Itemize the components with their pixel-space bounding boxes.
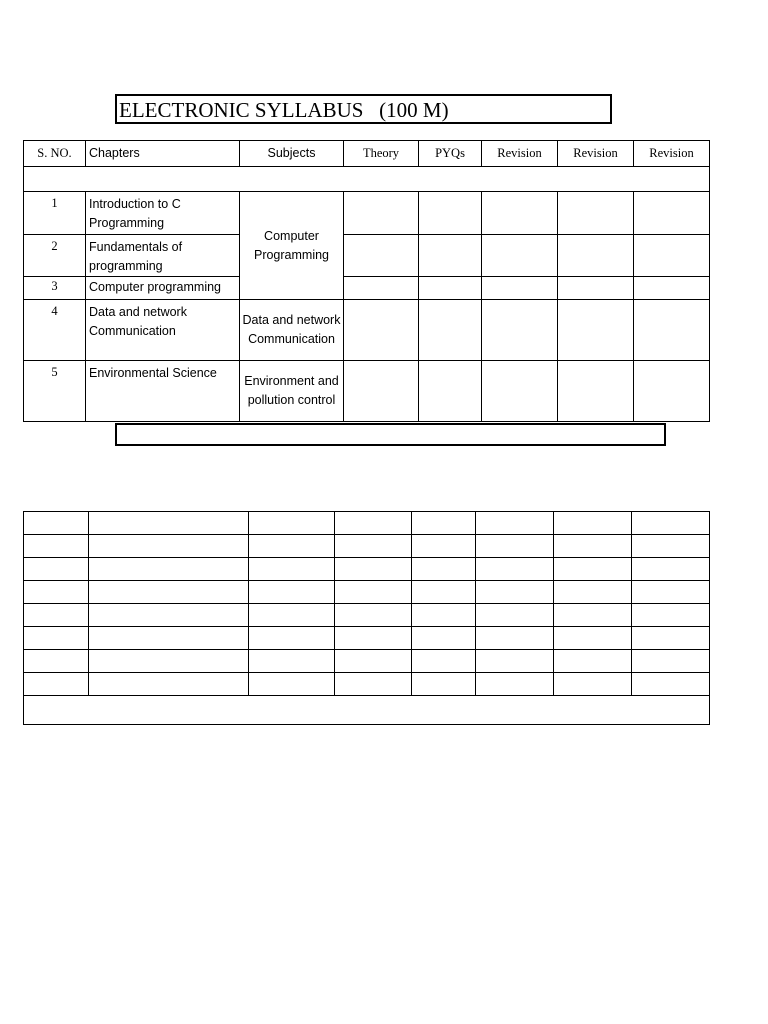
row-subject: Data and network Communication bbox=[240, 300, 344, 361]
blank-cell bbox=[554, 535, 632, 558]
row-chapter: Fundamentals of programming bbox=[86, 235, 240, 277]
pyqs-cell bbox=[419, 235, 482, 277]
theory-cell bbox=[344, 361, 419, 422]
revision-cell bbox=[482, 277, 558, 300]
revision-cell bbox=[634, 300, 710, 361]
blank-cell bbox=[24, 650, 89, 673]
row-chapter: Environmental Science bbox=[86, 361, 240, 422]
blank-row bbox=[24, 558, 710, 581]
blank-cell bbox=[335, 627, 412, 650]
blank-cell bbox=[554, 581, 632, 604]
row-sno: 3 bbox=[24, 277, 86, 300]
blank-cell bbox=[632, 512, 710, 535]
blank-cell bbox=[476, 581, 554, 604]
header-theory: Theory bbox=[344, 141, 419, 167]
document-title: ELECTRONIC SYLLABUS (100 M) bbox=[115, 94, 612, 124]
revision-cell bbox=[634, 277, 710, 300]
blank-cell bbox=[24, 535, 89, 558]
blank-cell bbox=[554, 673, 632, 696]
blank-cell bbox=[89, 627, 249, 650]
header-subjects: Subjects bbox=[240, 141, 344, 167]
blank-cell bbox=[89, 581, 249, 604]
blank-cell bbox=[554, 604, 632, 627]
blank-cell bbox=[335, 558, 412, 581]
blank-grid-body bbox=[24, 512, 710, 725]
blank-cell bbox=[24, 627, 89, 650]
theory-cell bbox=[344, 277, 419, 300]
header-row bbox=[24, 141, 710, 167]
revision-cell bbox=[558, 277, 634, 300]
blank-footer-row bbox=[24, 696, 710, 725]
blank-cell bbox=[249, 535, 335, 558]
blank-cell bbox=[412, 627, 476, 650]
blank-cell bbox=[249, 627, 335, 650]
blank-cell bbox=[632, 650, 710, 673]
blank-cell bbox=[249, 604, 335, 627]
row-chapter: Computer programming bbox=[86, 277, 240, 300]
row-chapter: Data and network Communication bbox=[86, 300, 240, 361]
blank-cell bbox=[632, 673, 710, 696]
row-sno: 4 bbox=[24, 300, 86, 361]
blank-cell bbox=[24, 581, 89, 604]
spacer-row bbox=[24, 167, 710, 192]
table-row bbox=[24, 235, 710, 277]
header-chapters: Chapters bbox=[86, 141, 240, 167]
spacer-cell bbox=[24, 167, 710, 192]
blank-cell bbox=[24, 604, 89, 627]
blank-cell bbox=[554, 558, 632, 581]
blank-footer-cell bbox=[24, 696, 710, 725]
blank-row bbox=[24, 535, 710, 558]
blank-cell bbox=[632, 558, 710, 581]
blank-cell bbox=[335, 535, 412, 558]
blank-row bbox=[24, 627, 710, 650]
table-row bbox=[24, 361, 710, 422]
revision-cell bbox=[558, 235, 634, 277]
pyqs-cell bbox=[419, 300, 482, 361]
blank-cell bbox=[632, 581, 710, 604]
table-row bbox=[24, 192, 710, 235]
blank-row bbox=[24, 650, 710, 673]
blank-cell bbox=[476, 673, 554, 696]
revision-cell bbox=[558, 300, 634, 361]
header-revision-2: Revision bbox=[558, 141, 634, 167]
row-sno: 2 bbox=[24, 235, 86, 277]
blank-cell bbox=[335, 512, 412, 535]
blank-cell bbox=[476, 535, 554, 558]
revision-cell bbox=[482, 361, 558, 422]
theory-cell bbox=[344, 192, 419, 235]
blank-cell bbox=[412, 581, 476, 604]
blank-cell bbox=[89, 558, 249, 581]
blank-cell bbox=[412, 558, 476, 581]
blank-cell bbox=[412, 673, 476, 696]
blank-row bbox=[24, 581, 710, 604]
revision-cell bbox=[558, 192, 634, 235]
blank-cell bbox=[89, 604, 249, 627]
theory-cell bbox=[344, 235, 419, 277]
blank-cell bbox=[554, 650, 632, 673]
blank-grid-table bbox=[23, 511, 710, 725]
revision-cell bbox=[634, 192, 710, 235]
syllabus-table bbox=[23, 140, 710, 422]
blank-cell bbox=[632, 627, 710, 650]
blank-cell bbox=[554, 627, 632, 650]
row-subject: Environment and pollution control bbox=[240, 361, 344, 422]
blank-cell bbox=[632, 604, 710, 627]
blank-cell bbox=[24, 512, 89, 535]
blank-cell bbox=[412, 650, 476, 673]
blank-cell bbox=[249, 581, 335, 604]
blank-cell bbox=[412, 604, 476, 627]
pyqs-cell bbox=[419, 277, 482, 300]
header-sno: S. NO. bbox=[24, 141, 86, 167]
header-revision-1: Revision bbox=[482, 141, 558, 167]
revision-cell bbox=[634, 361, 710, 422]
theory-cell bbox=[344, 300, 419, 361]
blank-row bbox=[24, 604, 710, 627]
pyqs-cell bbox=[419, 361, 482, 422]
table-footer-box bbox=[115, 423, 666, 446]
revision-cell bbox=[558, 361, 634, 422]
revision-cell bbox=[634, 235, 710, 277]
blank-cell bbox=[335, 604, 412, 627]
blank-cell bbox=[249, 673, 335, 696]
revision-cell bbox=[482, 192, 558, 235]
blank-cell bbox=[249, 558, 335, 581]
blank-cell bbox=[476, 558, 554, 581]
blank-row bbox=[24, 673, 710, 696]
blank-cell bbox=[632, 535, 710, 558]
blank-cell bbox=[24, 673, 89, 696]
row-chapter: Introduction to C Programming bbox=[86, 192, 240, 235]
blank-cell bbox=[476, 604, 554, 627]
blank-cell bbox=[249, 650, 335, 673]
revision-cell bbox=[482, 300, 558, 361]
table-row bbox=[24, 277, 710, 300]
blank-cell bbox=[412, 535, 476, 558]
blank-cell bbox=[89, 650, 249, 673]
blank-cell bbox=[89, 512, 249, 535]
blank-cell bbox=[476, 627, 554, 650]
blank-cell bbox=[476, 650, 554, 673]
blank-cell bbox=[335, 673, 412, 696]
row-sno: 5 bbox=[24, 361, 86, 422]
table-row bbox=[24, 300, 710, 361]
blank-cell bbox=[335, 581, 412, 604]
blank-cell bbox=[89, 535, 249, 558]
blank-cell bbox=[24, 558, 89, 581]
blank-cell bbox=[89, 673, 249, 696]
revision-cell bbox=[482, 235, 558, 277]
header-pyqs: PYQs bbox=[419, 141, 482, 167]
blank-cell bbox=[335, 650, 412, 673]
blank-cell bbox=[249, 512, 335, 535]
row-subject: Computer Programming bbox=[240, 192, 344, 300]
blank-cell bbox=[554, 512, 632, 535]
header-revision-3: Revision bbox=[634, 141, 710, 167]
pyqs-cell bbox=[419, 192, 482, 235]
row-sno: 1 bbox=[24, 192, 86, 235]
blank-cell bbox=[476, 512, 554, 535]
blank-row bbox=[24, 512, 710, 535]
blank-cell bbox=[412, 512, 476, 535]
